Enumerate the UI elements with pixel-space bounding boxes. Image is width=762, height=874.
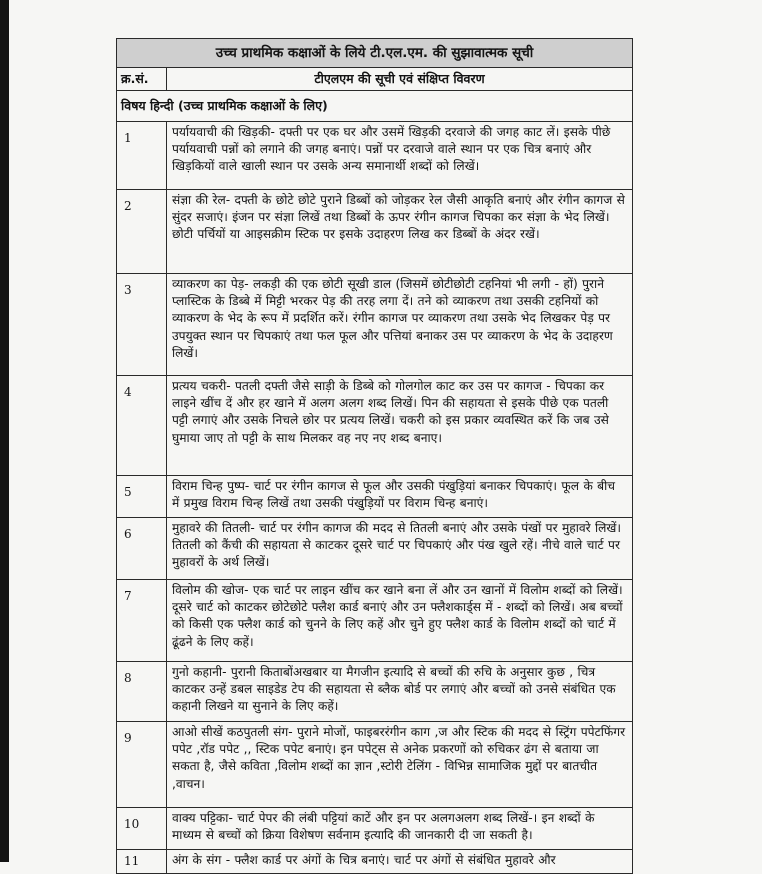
row-number: 3 bbox=[117, 274, 167, 376]
row-number: 10 bbox=[117, 808, 167, 850]
table-row bbox=[117, 580, 633, 662]
document-title: उच्च प्राथमिक कक्षाओं के लिये टी.एल.एम. की सुझावात्मक सूची bbox=[117, 39, 633, 68]
table-row bbox=[117, 476, 633, 518]
row-description: विराम चिन्ह पुष्प- चार्ट पर रंगीन कागज से फूल और उसकी पंखुड़ियां बनाकर चिपकाएं। फूल के बीच में प्रमुख विराम चिन्ह लिखें तथा उसकी पंखुड़ियों पर विराम चिन्ह बनाएं। bbox=[167, 476, 633, 518]
row-number: 11 bbox=[117, 850, 167, 874]
row-number: 9 bbox=[117, 722, 167, 808]
subject-row bbox=[117, 91, 633, 122]
table-row bbox=[117, 662, 633, 722]
row-number: 7 bbox=[117, 580, 167, 662]
table-row bbox=[117, 122, 633, 190]
table-row bbox=[117, 518, 633, 580]
row-description: अंग के संग - फ्लैश कार्ड पर अंगों के चित्र बनाएं। चार्ट पर अंगों से संबंधित मुहावरे और bbox=[167, 850, 633, 874]
table-row bbox=[117, 190, 633, 274]
title-row bbox=[117, 39, 633, 68]
row-description: वाक्य पट्टिका- चार्ट पेपर की लंबी पट्टियां काटें और इन पर अलगअलग शब्द लिखें-। इन शब्दों के माध्यम से बच्चों को क्रिया विशेषण सर्वनाम इत्यादि की जानकारी दी जा सकती है। bbox=[167, 808, 633, 850]
table-row bbox=[117, 808, 633, 850]
row-number: 1 bbox=[117, 122, 167, 190]
table-row bbox=[117, 376, 633, 476]
row-description: पर्यायवाची की खिड़की- दफ्ती पर एक घर और उसमें खिड़की दरवाजे की जगह काट लें। इसके पीछे पर्यायवाची पन्नों को लगाने की जगह बनाएं। पन्नों पर दरवाजे वाले स्थान पर एक चित्र बनाएं और खिड़कियों वाले खाली स्थान पर उसके अन्य समानार्थी शब्दों को लिखें। bbox=[167, 122, 633, 190]
row-description: संज्ञा की रेल- दफ्ती के छोटे छोटे पुराने डिब्बों को जोड़कर रेल जैसी आकृति बनाएं और रंगीन कागज से सुंदर सजाएं। इंजन पर संज्ञा लिखें तथा डिब्बों के ऊपर रंगीन कागज चिपका कर संज्ञा के भेद लिखें। छोटी पर्चियों या आइसक्रीम स्टिक पर इसके उदाहरण लिख कर डिब्बों के अंदर रखें। bbox=[167, 190, 633, 274]
row-number: 2 bbox=[117, 190, 167, 274]
row-description: मुहावरे की तितली- चार्ट पर रंगीन कागज की मदद से तितली बनाएं और उसके पंखों पर मुहावरे लिखें। तितली को कैंची की सहायता से काटकर दूसरे चार्ट पर चिपकाएं और पंख खुले रहें। नीचे वाले चार्ट पर मुहावरों के अर्थ लिखें। bbox=[167, 518, 633, 580]
tlm-list-table bbox=[116, 38, 633, 874]
row-number: 4 bbox=[117, 376, 167, 476]
header-row bbox=[117, 68, 633, 91]
column-header-description: टीएलएम की सूची एवं संक्षिप्त विवरण bbox=[167, 68, 633, 91]
column-header-number: क्र.सं. bbox=[117, 68, 167, 91]
table-row bbox=[117, 274, 633, 376]
row-number: 5 bbox=[117, 476, 167, 518]
scan-left-edge bbox=[0, 0, 9, 862]
row-description: विलोम की खोज- एक चार्ट पर लाइन खींच कर खाने बना लें और उन खानों में विलोम शब्दों को लिखें। दूसरे चार्ट को काटकर छोटेछोटे फ्लैश कार्ड बनाएं और उन फ्लैशकार्ड्स में - शब्दों को लिखें। अब बच्चों को किसी एक फ्लैश कार्ड को चुनने के लिए कहें और चुने हुए फ्लैश कार्ड के विलोम शब्दों को चार्ट में ढूंढने के लिए कहें। bbox=[167, 580, 633, 662]
subject-heading: विषय हिन्दी (उच्च प्राथमिक कक्षाओं के लिए) bbox=[117, 91, 633, 122]
row-number: 8 bbox=[117, 662, 167, 722]
row-description: व्याकरण का पेड़- लकड़ी की एक छोटी सूखी डाल (जिसमें छोटीछोटी टहनियां भी लगी - हों) पुराने प्लास्टिक के डिब्बे में मिट्टी भरकर पेड़ की तरह लगा दें। तने को व्याकरण तथा उसकी टहनियों को व्याकरण के भेद के रूप में प्रदर्शित करें। रंगीन कागज पर व्याकरण तथा उसके भेद लिखकर पेड़ पर उपयुक्त स्थान पर चिपकाएं तथा फल फूल और पत्तियां बनाकर उस पर व्याकरण के भेद के उदाहरण लिखें। bbox=[167, 274, 633, 376]
row-description: गुनो कहानी- पुरानी किताबोंअखबार या मैगजीन इत्यादि से बच्चों की रुचि के अनुसार कुछ , चित्र काटकर उन्हें डबल साइडेड टेप की सहायता से ब्लैक बोर्ड पर लगाएं और बच्चों को उनसे संबंधित एक कहानी लिखने या सुनाने के लिए कहें। bbox=[167, 662, 633, 722]
row-number: 6 bbox=[117, 518, 167, 580]
row-description: प्रत्यय चकरी- पतली दफ्ती जैसे साड़ी के डिब्बे को गोलगोल काट कर उस पर कागज - चिपका कर लाइने खींच दें और हर खाने में अलग अलग शब्द लिखें। पिन की सहायता से इसके पीछे एक पतली पट्टी लगाएं और उसके निचले छोर पर प्रत्यय लिखें। चकरी को इस प्रकार व्यवस्थित करें कि जब उसे घुमाया जाए तो पट्टी के साथ मिलकर वह नए नए शब्द बनाए। bbox=[167, 376, 633, 476]
row-description: आओ सीखें कठपुतली संग- पुराने मोजों, फाइबररंगीन काग ,ज और स्टिक की मदद से स्ट्रिंग पपेटफिंगर पपेट ,रॉड पपेट ,, स्टिक पपेट बनाएं। इन पपेट्स से अनेक प्रकरणों को रुचिकर ढंग से बताया जा सकता है, जैसे कविता ,विलोम शब्दों का ज्ञान ,स्टोरी टेलिंग - विभिन्न सामाजिक मुद्दों पर बातचीत ,वाचन। bbox=[167, 722, 633, 808]
table-row bbox=[117, 722, 633, 808]
